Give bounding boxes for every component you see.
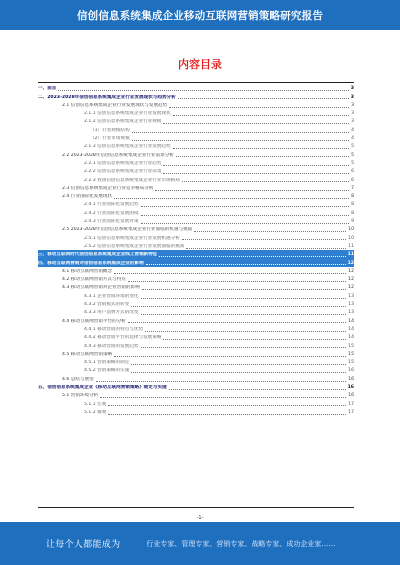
toc-entry-title: 4.5 移动互联网营销策略 bbox=[62, 351, 113, 357]
toc-entry-title: 4.1 移动互联网营销概念 bbox=[62, 268, 113, 274]
toc-entry-page: 15 bbox=[348, 351, 354, 357]
toc-entry-title: 2.1.3 信创信息系统集成企业行业发展趋势 bbox=[84, 144, 171, 150]
toc-entry-page: 6 bbox=[351, 177, 354, 183]
toc-leader-dots bbox=[182, 239, 346, 240]
page-number: -1- bbox=[196, 515, 204, 521]
toc-entry[interactable] bbox=[38, 408, 354, 416]
table-of-contents bbox=[38, 84, 354, 416]
toc-entry[interactable] bbox=[38, 325, 354, 333]
toc-entry-title: 2.5 2023-2028年信创信息系统集成企业行业面临的机遇与挑战 bbox=[62, 227, 193, 233]
toc-leader-dots bbox=[145, 331, 346, 332]
toc-entry[interactable] bbox=[38, 383, 354, 391]
toc-entry-title: （2）行业市场规模 bbox=[90, 136, 130, 142]
toc-entry[interactable] bbox=[38, 109, 354, 117]
toc-entry[interactable] bbox=[38, 150, 354, 158]
toc-leader-dots bbox=[128, 322, 346, 323]
toc-leader-dots bbox=[163, 165, 349, 166]
toc-entry-title: 四、移动互联网营销对信创信息系统集成企业的影响 bbox=[38, 260, 144, 266]
toc-entry-page: 12 bbox=[348, 268, 354, 274]
toc-leader-dots bbox=[163, 339, 346, 340]
toc-entry-title: 2.1.2 信创信息系统集成企业行业规模 bbox=[84, 119, 162, 125]
toc-entry-title: 4.3 移动互联网营销对企业营销的影响 bbox=[62, 285, 140, 291]
toc-entry-title: 2.2.1 信创信息系统集成企业行业趋势 bbox=[84, 160, 162, 166]
footer-banner bbox=[0, 522, 400, 565]
toc-entry-page: 6 bbox=[351, 169, 354, 175]
toc-entry[interactable] bbox=[38, 242, 354, 250]
toc-entry[interactable] bbox=[38, 300, 354, 308]
toc-entry-title: 2.4.2 行业国际化发展困境 bbox=[84, 210, 139, 216]
toc-entry-title: 2.4.1 行业国际化发展趋势 bbox=[84, 202, 139, 208]
toc-entry-page: 16 bbox=[347, 384, 354, 390]
toc-entry-page: 8 bbox=[351, 194, 354, 200]
toc-entry-page: 10 bbox=[348, 227, 354, 233]
toc-entry[interactable] bbox=[38, 267, 354, 275]
toc-entry-title: 三、移动互联网时代信创信息系统集成企业线上营销新特征 bbox=[38, 252, 158, 258]
toc-entry-page: 12 bbox=[347, 260, 354, 266]
report-title: 信创信息系统集成企业移动互联网营销策略研究报告 bbox=[76, 9, 324, 22]
toc-entry[interactable] bbox=[38, 308, 354, 316]
toc-entry[interactable] bbox=[38, 92, 354, 100]
toc-entry[interactable] bbox=[38, 142, 354, 150]
toc-entry[interactable] bbox=[38, 101, 354, 109]
toc-entry-title: 2.2.3 我国信创信息系统集成企业行业市场格局 bbox=[84, 177, 180, 183]
toc-entry[interactable] bbox=[38, 341, 354, 349]
toc-entry-page: 3 bbox=[351, 111, 354, 117]
toc-entry[interactable] bbox=[38, 358, 354, 366]
toc-entry[interactable] bbox=[38, 366, 354, 374]
toc-entry-title: 4.3.1 企业营销环境的变化 bbox=[84, 293, 139, 299]
toc-entry-page: 4 bbox=[351, 136, 354, 142]
toc-top-rule bbox=[38, 82, 354, 83]
toc-leader-dots bbox=[178, 98, 349, 99]
toc-entry-title: 4.5.2 营销策略的实施 bbox=[84, 368, 130, 374]
toc-entry-page: 3 bbox=[350, 94, 354, 100]
toc-entry[interactable] bbox=[38, 208, 354, 216]
toc-entry-page: 16 bbox=[348, 376, 354, 382]
toc-leader-dots bbox=[131, 364, 346, 365]
toc-entry-title: 5.1.1 宏观 bbox=[84, 401, 107, 407]
toc-entry-title: 2.5.2 信创信息系统集成企业行业发展面临的挑战 bbox=[84, 243, 185, 249]
toc-entry-page: 9 bbox=[351, 219, 354, 225]
toc-heading: 内容目录 bbox=[178, 58, 222, 71]
toc-leader-dots bbox=[132, 140, 349, 141]
toc-leader-dots bbox=[146, 264, 346, 265]
toc-entry-title: 2.3 信创信息系统集成企业行业竞争格局分析 bbox=[62, 185, 154, 191]
toc-leader-dots bbox=[114, 273, 346, 274]
toc-entry-page: 3 bbox=[351, 102, 354, 108]
toc-entry-page: 8 bbox=[351, 210, 354, 216]
toc-leader-dots bbox=[131, 306, 346, 307]
toc-leader-dots bbox=[132, 132, 349, 133]
toc-entry-page: 3 bbox=[350, 86, 354, 92]
toc-entry-page: 13 bbox=[348, 310, 354, 316]
toc-entry-title: 4.6 总结与展望 bbox=[62, 376, 94, 382]
toc-leader-dots bbox=[141, 347, 347, 348]
toc-entry[interactable] bbox=[38, 225, 354, 233]
toc-entry[interactable] bbox=[38, 125, 354, 133]
toc-entry-page: 3 bbox=[351, 119, 354, 125]
toc-entry-page: 17 bbox=[348, 409, 354, 415]
toc-entry-page: 5 bbox=[351, 152, 354, 158]
toc-entry-page: 16 bbox=[348, 393, 354, 399]
toc-leader-dots bbox=[108, 405, 346, 406]
toc-entry-page: 15 bbox=[348, 360, 354, 366]
toc-entry[interactable] bbox=[38, 217, 354, 225]
toc-entry-title: 4.5.1 营销策略的制定 bbox=[84, 360, 130, 366]
toc-entry[interactable] bbox=[38, 283, 354, 291]
toc-leader-dots bbox=[169, 389, 346, 390]
toc-entry-page: 14 bbox=[348, 326, 354, 332]
toc-entry[interactable] bbox=[38, 200, 354, 208]
toc-entry[interactable] bbox=[38, 374, 354, 382]
toc-leader-dots bbox=[114, 356, 346, 357]
toc-entry[interactable] bbox=[38, 291, 354, 299]
toc-entry-page: 11 bbox=[348, 243, 354, 249]
toc-leader-dots bbox=[142, 289, 346, 290]
toc-entry-page: 10 bbox=[348, 235, 354, 241]
toc-leader-dots bbox=[141, 223, 350, 224]
toc-entry-title: 2.1 信创信息系统集成企业行业发展现状与发展趋势 bbox=[62, 102, 168, 108]
toc-entry-page: 15 bbox=[348, 343, 354, 349]
toc-entry-page: 13 bbox=[348, 302, 354, 308]
toc-entry[interactable] bbox=[38, 258, 354, 266]
toc-leader-dots bbox=[173, 115, 349, 116]
toc-entry-title: 4.4.1 移动营销的特点与优势 bbox=[84, 326, 144, 332]
toc-entry-page: 7 bbox=[351, 185, 354, 191]
toc-entry-page: 12 bbox=[348, 277, 354, 283]
toc-entry-page: 12 bbox=[348, 285, 354, 291]
report-header-banner bbox=[0, 0, 400, 30]
toc-bottom-rule bbox=[38, 507, 354, 508]
toc-entry[interactable] bbox=[38, 84, 354, 92]
toc-leader-dots bbox=[163, 123, 349, 124]
toc-leader-dots bbox=[58, 90, 348, 91]
toc-entry-title: 4.4.2 移动营销平台的选择与发展策略 bbox=[84, 335, 162, 341]
toc-entry[interactable] bbox=[38, 192, 354, 200]
toc-entry-page: 4 bbox=[351, 127, 354, 133]
toc-entry-title: 2.1.1 信创信息系统集成企业行业发展现状 bbox=[84, 111, 171, 117]
toc-entry[interactable] bbox=[38, 391, 354, 399]
toc-entry-page: 14 bbox=[348, 335, 354, 341]
toc-entry-title: 2.4.3 行业国际化发展对策 bbox=[84, 219, 139, 225]
toc-entry-title: 2.4 行业国际化发展现状 bbox=[62, 194, 113, 200]
toc-entry-title: 一、前言 bbox=[38, 86, 57, 92]
toc-leader-dots bbox=[100, 397, 346, 398]
toc-entry-title: 五、信创信息系统集成企业《移动互联网营销策略》制定与实施 bbox=[38, 384, 167, 390]
toc-entry[interactable] bbox=[38, 184, 354, 192]
toc-leader-dots bbox=[163, 173, 349, 174]
toc-entry[interactable] bbox=[38, 159, 354, 167]
toc-entry[interactable] bbox=[38, 250, 354, 258]
toc-entry-page: 14 bbox=[348, 318, 354, 324]
toc-entry-page: 5 bbox=[351, 160, 354, 166]
toc-entry[interactable] bbox=[38, 167, 354, 175]
toc-entry-page: 16 bbox=[348, 368, 354, 374]
toc-entry[interactable] bbox=[38, 233, 354, 241]
toc-entry[interactable] bbox=[38, 399, 354, 407]
toc-entry[interactable] bbox=[38, 350, 354, 358]
toc-entry-title: 5.1.2 微观 bbox=[84, 409, 107, 415]
toc-entry[interactable] bbox=[38, 175, 354, 183]
toc-entry-title: 2.2 2023-2028年信创信息系统集成企业行业前景分析 bbox=[62, 152, 174, 158]
toc-leader-dots bbox=[141, 298, 347, 299]
toc-entry[interactable] bbox=[38, 275, 354, 283]
toc-leader-dots bbox=[155, 190, 349, 191]
toc-leader-dots bbox=[159, 256, 345, 257]
toc-leader-dots bbox=[131, 372, 346, 373]
toc-entry-title: 2.5.1 信创信息系统集成企业行业发展机遇分析 bbox=[84, 235, 180, 241]
toc-entry-page: 5 bbox=[351, 144, 354, 150]
toc-entry[interactable] bbox=[38, 316, 354, 324]
toc-entry-title: 二、2023-2028年信创信息系统集成企业行业发展现状与趋势分析 bbox=[38, 94, 176, 100]
footer-slogan: 让每个人都能成为 bbox=[46, 540, 121, 550]
toc-leader-dots bbox=[141, 206, 350, 207]
toc-entry[interactable] bbox=[38, 134, 354, 142]
toc-entry-title: 4.3.3 用户消费方式的改变 bbox=[84, 310, 139, 316]
toc-leader-dots bbox=[141, 314, 347, 315]
toc-entry-title: 4.4 移动互联网营销平台的分析 bbox=[62, 318, 126, 324]
toc-leader-dots bbox=[176, 156, 349, 157]
toc-leader-dots bbox=[108, 414, 346, 415]
toc-leader-dots bbox=[173, 148, 349, 149]
toc-entry-page: 17 bbox=[348, 401, 354, 407]
toc-entry-title: 4.2 移动互联网营销方式与特点 bbox=[62, 277, 126, 283]
toc-leader-dots bbox=[169, 107, 349, 108]
toc-entry-title: （1）行业规模结构 bbox=[90, 127, 130, 133]
toc-leader-dots bbox=[96, 381, 346, 382]
toc-entry-page: 11 bbox=[347, 252, 354, 258]
toc-leader-dots bbox=[194, 231, 346, 232]
toc-entry[interactable] bbox=[38, 117, 354, 125]
toc-entry-title: 4.3.2 营销模式的转变 bbox=[84, 302, 130, 308]
toc-entry-page: 13 bbox=[348, 293, 354, 299]
toc-entry[interactable] bbox=[38, 333, 354, 341]
toc-entry-title: 2.2.2 信创信息系统集成企业行业前景 bbox=[84, 169, 162, 175]
toc-leader-dots bbox=[182, 181, 349, 182]
toc-leader-dots bbox=[141, 215, 350, 216]
footer-tagline: 行业专家、管理专家、营销专家、战略专家、成功企业家…… bbox=[146, 539, 336, 548]
toc-entry-title: 4.4.3 移动营销的发展趋势 bbox=[84, 343, 139, 349]
toc-entry-title: 5.1 营销环境分析 bbox=[62, 393, 99, 399]
toc-leader-dots bbox=[114, 198, 349, 199]
toc-leader-dots bbox=[186, 248, 346, 249]
toc-entry-page: 8 bbox=[351, 202, 354, 208]
toc-leader-dots bbox=[128, 281, 346, 282]
